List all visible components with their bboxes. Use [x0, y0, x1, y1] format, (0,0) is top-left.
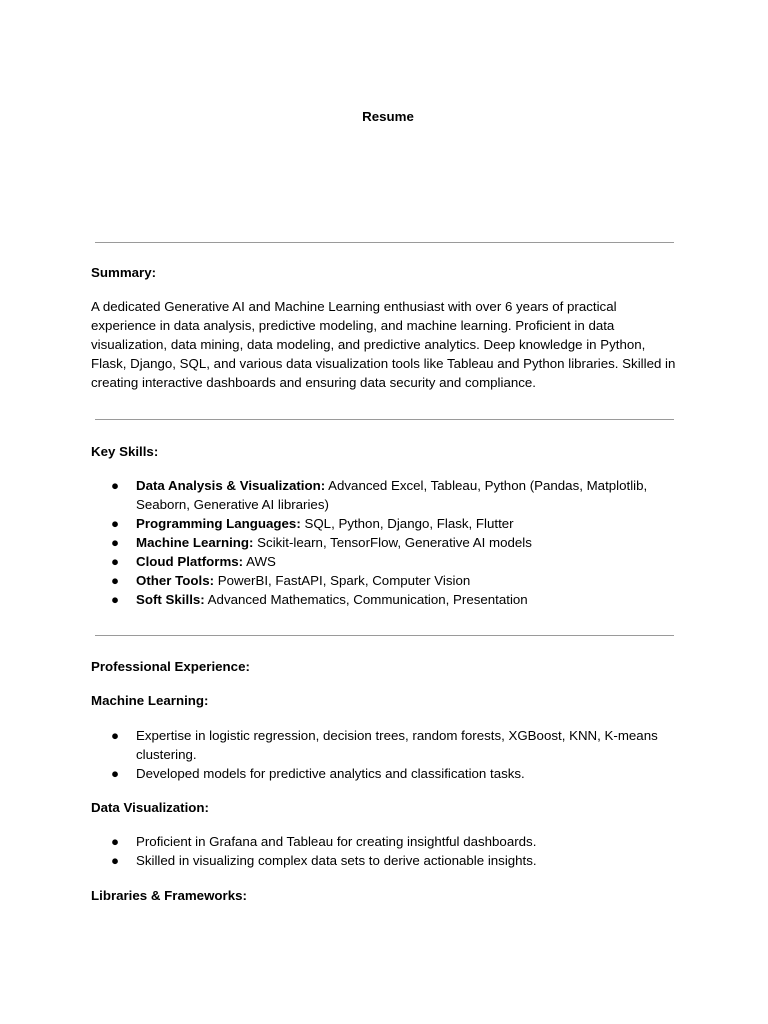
skill-label: Other Tools: [136, 573, 215, 588]
experience-item-text: Proficient in Grafana and Tableau for creating insightful dashboards. [136, 834, 537, 849]
machine-learning-heading: Machine Learning: [91, 693, 209, 708]
data-visualization-list [91, 832, 691, 870]
experience-item [91, 726, 691, 764]
key-skills-list [91, 476, 691, 609]
skill-item [91, 476, 691, 514]
experience-item [91, 832, 691, 851]
experience-item [91, 764, 691, 783]
skill-value: Advanced Mathematics, Communication, Presentation [204, 592, 528, 607]
bullet-icon: ● [111, 478, 120, 493]
skill-item [91, 552, 691, 571]
bullet-icon: ● [111, 535, 120, 550]
summary-text: A dedicated Generative AI and Machine Learning enthusiast with over 6 years of practical experience in data analysis, predictive modeling, and machine learning. Proficient in data visualization, data mining, data modeling, and predictive analytics. Deep knowledge in Python, Flask, Django, SQL, and various data visualization tools like Tableau and Python libraries. Skilled in creating interactive dashboards and ensuring data security and compliance. [91, 299, 676, 390]
document-title: Resume [362, 109, 414, 124]
skill-value: Scikit-learn, TensorFlow, Generative AI models [253, 535, 532, 550]
experience-item [91, 851, 691, 870]
experience-item-text: Expertise in logistic regression, decision trees, random forests, XGBoost, KNN, K-means clustering. [136, 728, 658, 762]
summary-heading: Summary: [91, 265, 157, 280]
experience-item-text: Developed models for predictive analytics and classification tasks. [136, 766, 525, 781]
bullet-icon: ● [111, 766, 120, 781]
data-visualization-heading: Data Visualization: [91, 800, 209, 815]
bullet-icon: ● [111, 592, 120, 607]
bullet-icon: ● [111, 728, 120, 743]
skill-item [91, 571, 691, 590]
skill-label: Cloud Platforms: [136, 554, 244, 569]
skill-item [91, 533, 691, 552]
experience-heading: Professional Experience: [91, 659, 250, 674]
skill-item [91, 514, 691, 533]
skill-label: Data Analysis & Visualization: [136, 478, 326, 493]
divider [95, 419, 674, 420]
key-skills-heading: Key Skills: [91, 444, 159, 459]
bullet-icon: ● [111, 853, 120, 868]
skill-label: Soft Skills: [136, 592, 205, 607]
bullet-icon: ● [111, 573, 120, 588]
libraries-heading: Libraries & Frameworks: [91, 888, 247, 903]
experience-item-text: Skilled in visualizing complex data sets to derive actionable insights. [136, 853, 537, 868]
skill-label: Programming Languages: [136, 516, 301, 531]
bullet-icon: ● [111, 516, 120, 531]
skill-value: SQL, Python, Django, Flask, Flutter [300, 516, 514, 531]
skill-label: Machine Learning: [136, 535, 254, 550]
divider [95, 635, 674, 636]
skill-item [91, 590, 691, 609]
machine-learning-list [91, 726, 691, 783]
bullet-icon: ● [111, 834, 120, 849]
divider [95, 242, 674, 243]
skill-value: PowerBI, FastAPI, Spark, Computer Vision [214, 573, 471, 588]
skill-value: AWS [243, 554, 276, 569]
bullet-icon: ● [111, 554, 120, 569]
skill-value: Advanced Excel, Tableau, Python (Pandas, Matplotlib, Seaborn, Generative AI libraries) [136, 478, 648, 512]
